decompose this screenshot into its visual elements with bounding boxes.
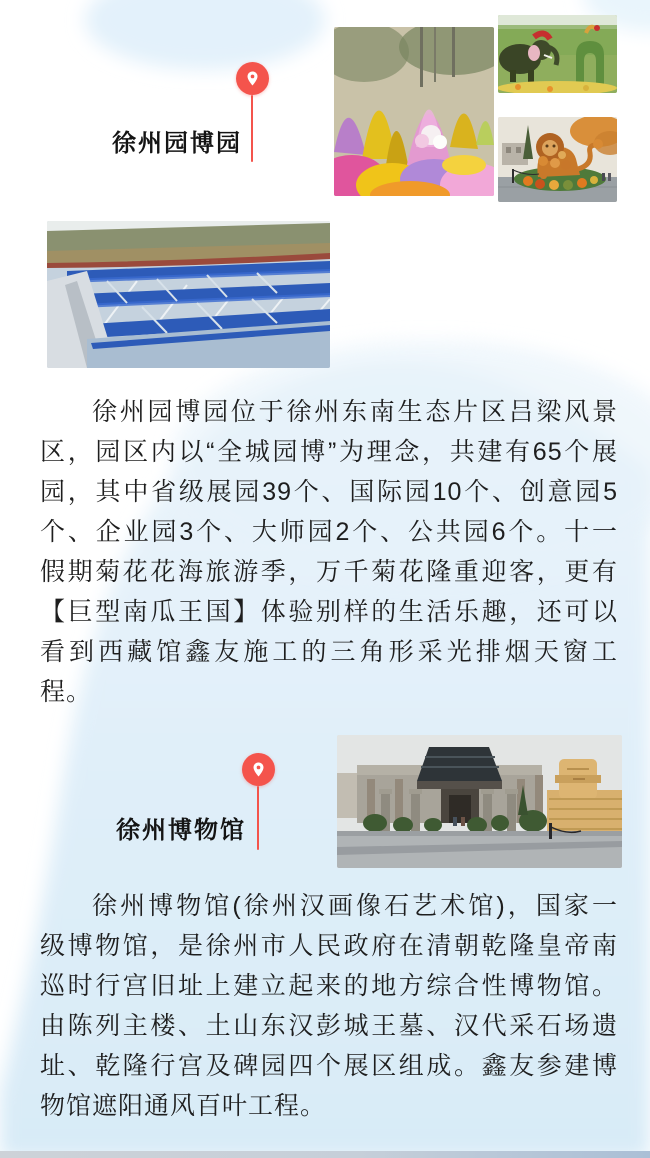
museum-title: 徐州博物馆 (116, 817, 246, 844)
paragraph-line: 【巨型南瓜王国】体验别样的生活乐趣，还可以 (40, 598, 618, 626)
paragraph-line: 区，园区内以“全城园博”为理念，共建有65个展 (40, 438, 618, 466)
museum-paragraph (40, 886, 618, 1126)
chrysanthemum-flower-sea-photo[interactable] (334, 27, 494, 196)
pin-stem-line (257, 786, 259, 850)
garden-expo-title: 徐州园博园 (112, 130, 242, 157)
pin-stem-line (251, 95, 253, 162)
paragraph-line: 巡时行宫旧址上建立起来的地方综合性博物馆。 (40, 972, 618, 1000)
museum-building-sphinx-photo[interactable] (337, 735, 622, 868)
paragraph-line: 徐州博物馆(徐州汉画像石艺术馆)，国家一 (92, 892, 618, 920)
paragraph-line: 假期菊花花海旅游季，万千菊花隆重迎客，更有 (40, 558, 618, 586)
pumpkin-lion-sculpture-photo[interactable] (498, 117, 617, 202)
paragraph-line: 个、企业园3个、大师园2个、公共园6个。十一 (40, 518, 618, 546)
paragraph-line: 看到西藏馆鑫友施工的三角形采光排烟天窗工 (40, 638, 618, 666)
garden-expo-paragraph (40, 392, 618, 712)
paragraph-line: 级博物馆，是徐州市人民政府在清朝乾隆皇帝南 (40, 932, 618, 960)
location-pin-icon (242, 753, 275, 786)
paragraph-line: 程。 (40, 678, 93, 706)
location-pin-icon (236, 62, 269, 95)
paragraph-line: 物馆遮阳通风百叶工程。 (40, 1092, 327, 1120)
paragraph-line: 址、乾隆行宫及碑园四个展区组成。鑫友参建博 (40, 1052, 618, 1080)
blue-steel-skylight-truss-photo[interactable] (47, 221, 330, 368)
page-bottom-edge (0, 1151, 650, 1158)
paragraph-line: 徐州园博园位于徐州东南生态片区吕梁风景 (92, 398, 618, 426)
paragraph-line: 园，其中省级展园39个、国际园10个、创意园5 (40, 478, 618, 506)
elephant-topiary-photo[interactable] (498, 15, 617, 93)
paragraph-line: 由陈列主楼、土山东汉彭城王墓、汉代采石场遗 (40, 1012, 618, 1040)
